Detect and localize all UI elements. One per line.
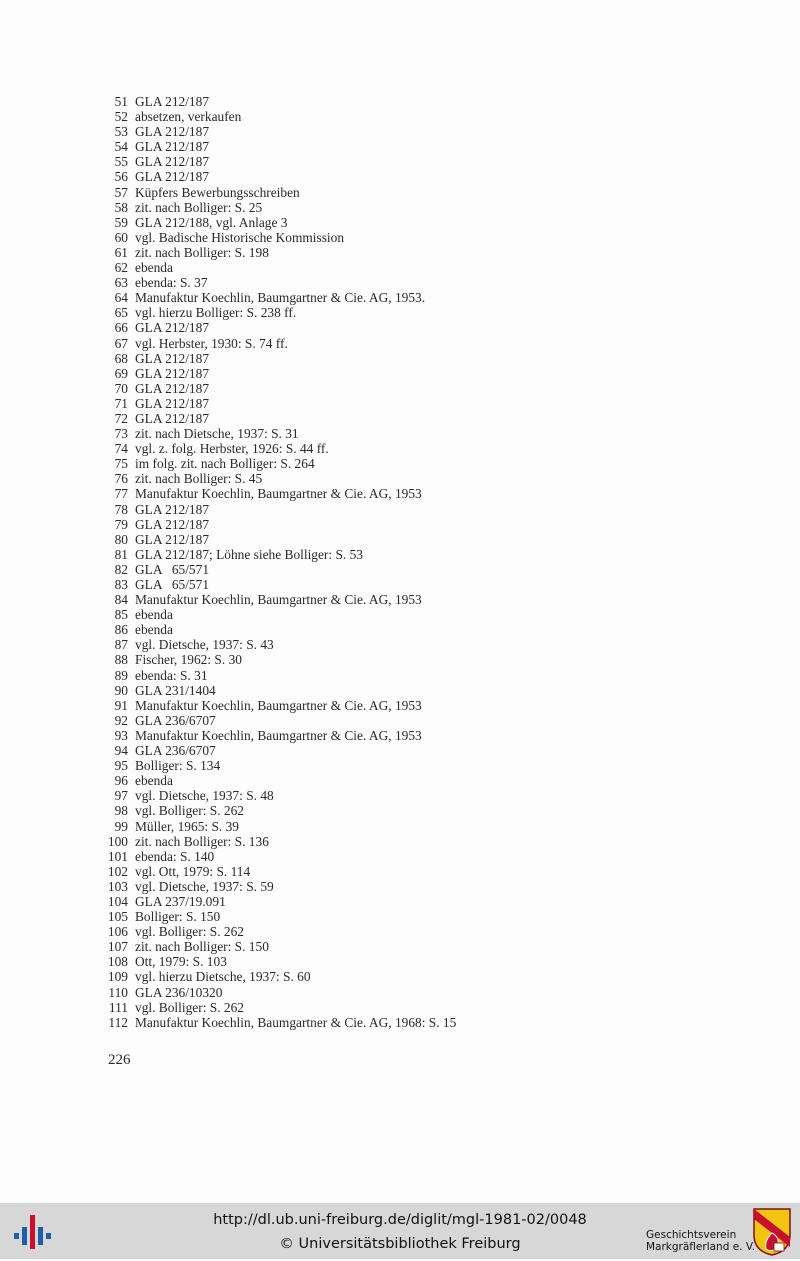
endnote-item: [100, 879, 540, 894]
endnote-item: [100, 547, 540, 562]
endnote-number: 84: [114, 592, 128, 608]
endnote-number: 103: [107, 878, 128, 894]
endnote-number: 61: [114, 244, 128, 260]
endnote-text: vgl. Badische Historische Kommission: [135, 229, 345, 245]
endnote-number: 83: [114, 577, 128, 592]
endnote-item: [100, 773, 540, 788]
endnote-text: zit. nach Bolliger: S. 150: [135, 939, 269, 955]
endnote-text: vgl. Bolliger: S. 262: [135, 803, 244, 819]
endnote-item: [100, 743, 540, 758]
endnote-text: GLA 212/187: [135, 365, 210, 381]
endnote-item: [100, 532, 540, 547]
endnote-item: [100, 758, 540, 773]
endnote-text: Bolliger: S. 134: [135, 758, 221, 774]
endnote-number: 108: [107, 954, 128, 970]
endnote-number: 92: [114, 712, 128, 728]
endnote-number: 70: [114, 380, 128, 396]
endnote-item: [100, 728, 540, 743]
endnote-item: [100, 849, 540, 864]
endnote-item: [100, 230, 540, 245]
endnote-number: 93: [114, 727, 128, 743]
endnote-item: [100, 939, 540, 954]
endnote-number: 51: [114, 94, 128, 109]
endnote-item: [100, 396, 540, 411]
endnote-number: 60: [114, 229, 128, 245]
endnote-text: vgl. Herbster, 1930: S. 74 ff.: [135, 335, 288, 351]
endnote-number: 111: [108, 999, 128, 1015]
endnote-number: 82: [114, 561, 128, 577]
endnote-number: 80: [114, 531, 128, 547]
endnote-item: [100, 969, 540, 984]
endnote-number: 78: [114, 501, 128, 517]
endnote-item: [100, 924, 540, 939]
endnote-number: 102: [107, 863, 128, 879]
endnote-text: GLA 65/571: [135, 577, 210, 592]
endnote-number: 97: [114, 788, 128, 804]
endnote-text: Manufaktur Koechlin, Baumgartner & Cie. AG, 1953: [135, 697, 422, 713]
endnote-item: [100, 154, 540, 169]
endnote-text: Manufaktur Koechlin, Baumgartner & Cie. AG, 1953.: [135, 290, 426, 306]
endnote-text: vgl. hierzu Bolliger: S. 238 ff.: [135, 305, 297, 321]
endnote-text: vgl. Dietsche, 1937: S. 43: [135, 637, 274, 653]
endnote-item: [100, 502, 540, 517]
endnote-text: zit. nach Bolliger: S. 25: [135, 199, 263, 215]
endnote-text: Manufaktur Koechlin, Baumgartner & Cie. AG, 1968: S. 15: [135, 1014, 457, 1030]
endnote-item: [100, 411, 540, 426]
endnote-text: vgl. Dietsche, 1937: S. 48: [135, 788, 274, 804]
endnote-number: 107: [107, 939, 128, 955]
endnote-item: [100, 275, 540, 290]
endnote-number: 79: [114, 516, 128, 532]
endnote-number: 95: [114, 758, 128, 774]
endnote-item: [100, 1000, 540, 1015]
endnote-text: ebenda: [135, 607, 173, 623]
endnote-item: [100, 290, 540, 305]
endnote-item: [100, 698, 540, 713]
permalink-url[interactable]: http://dl.ub.uni-freiburg.de/diglit/mgl-1981-02/0048: [213, 1212, 587, 1228]
endnote-text: GLA 212/187: [135, 154, 210, 170]
endnote-text: zit. nach Bolliger: S. 198: [135, 244, 269, 260]
endnote-text: GLA 212/187: [135, 531, 210, 547]
endnote-text: GLA 236/6707: [135, 712, 216, 728]
endnote-text: absetzen, verkaufen: [135, 109, 242, 125]
endnote-item: [100, 909, 540, 924]
endnote-number: 65: [114, 305, 128, 321]
endnote-item: [100, 637, 540, 652]
endnote-text: GLA 212/187: [135, 501, 210, 517]
endnote-item: [100, 124, 540, 139]
endnote-item: [100, 819, 540, 834]
endnote-item: [100, 713, 540, 728]
society-name-line2: Markgräflerland e. V.: [646, 1241, 756, 1253]
endnote-number: 67: [114, 335, 128, 351]
endnote-number: 110: [108, 984, 128, 1000]
ub-freiburg-logo-icon[interactable]: [12, 1213, 52, 1251]
endnote-item: [100, 652, 540, 667]
endnote-item: [100, 592, 540, 607]
endnote-number: 55: [114, 154, 128, 170]
endnote-text: Manufaktur Koechlin, Baumgartner & Cie. AG, 1953: [135, 727, 422, 743]
endnote-text: ebenda: S. 31: [135, 667, 208, 683]
endnote-item: [100, 336, 540, 351]
endnote-text: GLA 212/187: [135, 320, 210, 336]
endnote-number: 90: [114, 682, 128, 698]
endnote-text: zit. nach Bolliger: S. 45: [135, 471, 263, 487]
endnote-text: Fischer, 1962: S. 30: [135, 652, 242, 668]
endnote-text: GLA 236/6707: [135, 743, 216, 759]
endnote-number: 85: [114, 607, 128, 623]
endnote-number: 96: [114, 773, 128, 789]
endnote-text: Küpfers Bewerbungsschreiben: [135, 184, 300, 200]
endnote-number: 100: [107, 833, 128, 849]
endnote-text: GLA 212/187: [135, 395, 210, 411]
endnote-text: Müller, 1965: S. 39: [135, 818, 239, 834]
endnote-text: GLA 212/187: [135, 516, 210, 532]
endnote-text: GLA 65/571: [135, 561, 210, 577]
endnote-number: 74: [114, 441, 128, 457]
endnote-text: vgl. Dietsche, 1937: S. 59: [135, 878, 274, 894]
endnote-number: 72: [114, 410, 128, 426]
endnote-text: zit. nach Dietsche, 1937: S. 31: [135, 426, 299, 442]
endnote-text: vgl. Bolliger: S. 262: [135, 999, 244, 1015]
endnote-number: 104: [107, 893, 128, 909]
endnote-text: ebenda: [135, 773, 173, 789]
society-crest-icon[interactable]: [752, 1207, 792, 1257]
endnote-item: [100, 381, 540, 396]
endnote-number: 57: [114, 184, 128, 200]
endnote-item: [100, 169, 540, 184]
endnote-text: Bolliger: S. 150: [135, 909, 221, 925]
endnote-item: [100, 200, 540, 215]
endnote-item: [100, 577, 540, 592]
endnote-text: GLA 237/19.091: [135, 893, 226, 909]
endnote-item: [100, 456, 540, 471]
endnote-item: [100, 894, 540, 909]
society-name-line1: Geschichtsverein: [646, 1229, 737, 1241]
endnote-item: [100, 305, 540, 320]
endnote-number: 94: [114, 743, 128, 759]
endnote-number: 81: [114, 546, 128, 562]
endnote-number: 98: [114, 803, 128, 819]
endnote-number: 109: [107, 969, 128, 985]
endnote-number: 66: [114, 320, 128, 336]
endnote-number: 86: [114, 622, 128, 638]
endnote-number: 52: [114, 109, 128, 125]
endnote-item: [100, 260, 540, 275]
endnote-text: vgl. z. folg. Herbster, 1926: S. 44 ff.: [135, 441, 329, 457]
endnote-item: [100, 803, 540, 818]
endnote-item: [100, 486, 540, 501]
endnote-item: [100, 607, 540, 622]
endnote-number: 58: [114, 199, 128, 215]
endnote-number: 71: [114, 395, 128, 411]
endnote-number: 63: [114, 275, 128, 291]
endnote-item: [100, 185, 540, 200]
endnote-item: [100, 985, 540, 1000]
endnote-item: [100, 320, 540, 335]
endnote-number: 112: [108, 1014, 128, 1030]
society-name: [646, 1229, 755, 1253]
endnote-item: [100, 517, 540, 532]
endnote-number: 99: [114, 818, 128, 834]
endnote-text: ebenda: [135, 260, 173, 276]
endnote-text: GLA 231/1404: [135, 682, 216, 698]
endnote-item: [100, 426, 540, 441]
endnote-text: vgl. Ott, 1979: S. 114: [135, 863, 251, 879]
endnote-number: 68: [114, 350, 128, 366]
endnote-number: 53: [114, 124, 128, 140]
endnote-item: [100, 834, 540, 849]
endnote-item: [100, 109, 540, 124]
endnote-item: [100, 683, 540, 698]
endnote-item: [100, 668, 540, 683]
endnote-number: 91: [114, 697, 128, 713]
endnote-text: GLA 212/187: [135, 124, 210, 140]
endnote-number: 76: [114, 471, 128, 487]
endnote-text: GLA 212/187: [135, 139, 210, 155]
endnote-number: 73: [114, 426, 128, 442]
endnote-item: [100, 351, 540, 366]
endnote-number: 87: [114, 637, 128, 653]
endnote-number: 54: [114, 139, 128, 155]
endnote-number: 64: [114, 290, 128, 306]
endnote-item: [100, 94, 540, 109]
endnote-text: ebenda: [135, 622, 173, 638]
endnote-item: [100, 441, 540, 456]
endnote-number: 106: [107, 924, 128, 940]
endnote-item: [100, 954, 540, 969]
endnote-number: 62: [114, 260, 128, 276]
endnote-text: Ott, 1979: S. 103: [135, 954, 227, 970]
endnote-text: vgl. hierzu Dietsche, 1937: S. 60: [135, 969, 311, 985]
endnote-item: [100, 215, 540, 230]
endnote-number: 77: [114, 486, 128, 502]
endnote-item: [100, 366, 540, 381]
endnote-number: 75: [114, 456, 128, 472]
endnote-text: GLA 212/187; Löhne siehe Bolliger: S. 53: [135, 546, 363, 562]
endnote-text: vgl. Bolliger: S. 262: [135, 924, 244, 940]
endnote-number: 105: [107, 909, 128, 925]
endnote-item: [100, 471, 540, 486]
endnote-text: ebenda: S. 140: [135, 848, 215, 864]
page-number: 226: [108, 1052, 131, 1068]
endnote-number: 69: [114, 365, 128, 381]
endnote-item: [100, 1015, 540, 1030]
endnote-text: GLA 212/188, vgl. Anlage 3: [135, 214, 288, 230]
endnote-item: [100, 139, 540, 154]
endnote-number: 59: [114, 214, 128, 230]
endnote-text: zit. nach Bolliger: S. 136: [135, 833, 269, 849]
copyright-text: © Universitätsbibliothek Freiburg: [279, 1236, 521, 1252]
endnote-number: 56: [114, 169, 128, 185]
endnote-number: 88: [114, 652, 128, 668]
endnote-text: GLA 212/187: [135, 350, 210, 366]
endnote-item: [100, 622, 540, 637]
endnote-text: GLA 212/187: [135, 380, 210, 396]
endnotes-list: [100, 94, 540, 1030]
footer-bar: [0, 1203, 800, 1259]
endnote-item: [100, 864, 540, 879]
endnote-text: Manufaktur Koechlin, Baumgartner & Cie. AG, 1953: [135, 486, 422, 502]
endnote-text: GLA 212/187: [135, 410, 210, 426]
endnote-number: 101: [107, 848, 128, 864]
endnote-item: [100, 562, 540, 577]
endnote-text: Manufaktur Koechlin, Baumgartner & Cie. AG, 1953: [135, 592, 422, 608]
endnote-text: GLA 212/187: [135, 169, 210, 185]
endnote-item: [100, 788, 540, 803]
endnote-text: GLA 236/10320: [135, 984, 223, 1000]
endnote-text: im folg. zit. nach Bolliger: S. 264: [135, 456, 315, 472]
endnote-text: ebenda: S. 37: [135, 275, 208, 291]
endnote-text: GLA 212/187: [135, 94, 210, 109]
endnote-number: 89: [114, 667, 128, 683]
endnote-item: [100, 245, 540, 260]
